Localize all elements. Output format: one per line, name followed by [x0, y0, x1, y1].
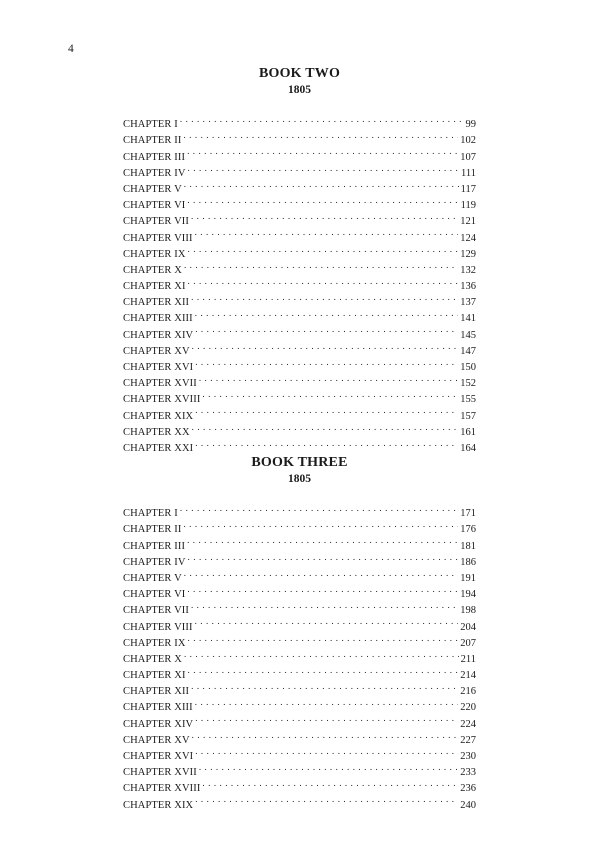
chapter-page-number: 99 — [465, 119, 476, 128]
chapter-page-number: 111 — [461, 167, 476, 176]
toc-entry — [123, 224, 476, 240]
dot-leader — [188, 662, 459, 678]
chapter-label: CHAPTER I — [123, 508, 178, 517]
toc-entry — [123, 419, 476, 435]
dot-leader — [202, 775, 458, 791]
dot-leader — [187, 192, 458, 208]
chapter-label: CHAPTER VII — [123, 605, 189, 614]
toc-entry — [123, 581, 476, 597]
dot-leader — [188, 160, 459, 176]
chapter-page-number: 198 — [460, 605, 476, 614]
chapter-page-number: 214 — [460, 670, 476, 679]
dot-leader — [187, 143, 458, 159]
chapter-label: CHAPTER V — [123, 183, 182, 192]
chapter-label: CHAPTER X — [123, 653, 182, 662]
dot-leader — [188, 241, 459, 257]
chapter-page-number: 191 — [460, 572, 476, 581]
chapter-label: CHAPTER XIX — [123, 799, 194, 808]
chapter-label: CHAPTER I — [123, 119, 178, 128]
chapter-label: CHAPTER II — [123, 135, 182, 144]
dot-leader — [195, 710, 458, 726]
book-two-section — [123, 66, 476, 451]
book-title: BOOK TWO — [258, 66, 341, 81]
chapter-label: CHAPTER X — [123, 264, 182, 273]
chapter-label: CHAPTER XVIII — [123, 783, 201, 792]
chapter-page-number: 211 — [460, 653, 476, 662]
chapter-list — [123, 111, 476, 451]
chapter-label: CHAPTER VI — [123, 200, 186, 209]
toc-entry — [123, 435, 476, 451]
toc-entry — [123, 289, 476, 305]
dot-leader — [183, 127, 458, 143]
chapter-page-number: 129 — [460, 248, 476, 257]
chapter-label: CHAPTER XII — [123, 686, 190, 695]
chapter-page-number: 204 — [460, 621, 476, 630]
toc-entry — [123, 775, 476, 791]
dot-leader — [188, 630, 459, 646]
toc-entry — [123, 127, 476, 143]
chapter-page-number: 147 — [460, 345, 476, 354]
toc-entry — [123, 305, 476, 321]
chapter-label: CHAPTER IV — [123, 556, 186, 565]
chapter-page-number: 240 — [460, 799, 476, 808]
toc-entry — [123, 759, 476, 775]
chapter-label: CHAPTER IX — [123, 637, 186, 646]
chapter-page-number: 233 — [460, 767, 476, 776]
chapter-page-number: 102 — [460, 135, 476, 144]
toc-entry — [123, 791, 476, 807]
chapter-label: CHAPTER XIX — [123, 410, 194, 419]
toc-entry — [123, 273, 476, 289]
chapter-label: CHAPTER VIII — [123, 621, 193, 630]
chapter-label: CHAPTER III — [123, 540, 186, 549]
book-year: 1805 — [288, 473, 311, 485]
dot-leader — [191, 208, 458, 224]
book-title: BOOK THREE — [251, 455, 348, 470]
chapter-page-number: 155 — [460, 394, 476, 403]
dot-leader — [195, 694, 459, 710]
chapter-page-number: 137 — [460, 297, 476, 306]
dot-leader — [202, 386, 458, 402]
chapter-page-number: 121 — [460, 216, 476, 225]
chapter-label: CHAPTER XXI — [123, 442, 194, 451]
toc-entry — [123, 111, 476, 127]
dot-leader — [191, 289, 458, 305]
chapter-label: CHAPTER XI — [123, 670, 186, 679]
chapter-page-number: 107 — [460, 151, 476, 160]
book-year: 1805 — [288, 84, 311, 96]
chapter-label: CHAPTER XVI — [123, 362, 194, 370]
toc-entry — [123, 630, 476, 646]
toc-entry — [123, 678, 476, 694]
chapter-list — [123, 500, 476, 808]
dot-leader — [195, 305, 459, 321]
toc-entry — [123, 516, 476, 532]
dot-leader — [192, 419, 459, 435]
toc-entry — [123, 143, 476, 159]
toc-entry — [123, 743, 476, 759]
chapter-page-number: 124 — [460, 232, 476, 241]
chapter-page-number: 150 — [460, 362, 476, 370]
toc-entry — [123, 727, 476, 743]
chapter-page-number: 181 — [460, 540, 476, 549]
chapter-page-number: 161 — [460, 426, 476, 435]
chapter-page-number: 224 — [460, 718, 476, 727]
toc-entry — [123, 646, 476, 662]
toc-entry — [123, 694, 476, 710]
dot-leader — [180, 500, 458, 516]
toc-entry — [123, 597, 476, 613]
chapter-page-number: 230 — [460, 751, 476, 759]
dot-leader — [195, 224, 459, 240]
chapter-page-number: 164 — [460, 442, 476, 451]
dot-leader — [192, 727, 459, 743]
toc-entry — [123, 500, 476, 516]
chapter-label: CHAPTER XII — [123, 297, 190, 306]
chapter-label: CHAPTER VII — [123, 216, 189, 225]
toc-entry — [123, 662, 476, 678]
dot-leader — [199, 370, 458, 386]
chapter-page-number: 152 — [460, 378, 476, 387]
chapter-label: CHAPTER XV — [123, 345, 190, 354]
page-number: 4 — [68, 43, 74, 55]
chapter-page-number: 216 — [460, 686, 476, 695]
toc-entry — [123, 160, 476, 176]
chapter-label: CHAPTER XVIII — [123, 394, 201, 403]
chapter-page-number: 136 — [460, 281, 476, 290]
dot-leader — [191, 678, 458, 694]
chapter-page-number: 236 — [460, 783, 476, 792]
chapter-page-number: 186 — [460, 556, 476, 565]
chapter-label: CHAPTER V — [123, 572, 182, 581]
dot-leader — [195, 321, 458, 337]
chapter-label: CHAPTER XIII — [123, 313, 193, 322]
chapter-label: CHAPTER VI — [123, 589, 186, 598]
chapter-page-number: 132 — [460, 264, 476, 273]
chapter-label: CHAPTER XI — [123, 281, 186, 290]
dot-leader — [199, 759, 458, 775]
chapter-page-number: 176 — [460, 524, 476, 533]
dot-leader — [183, 516, 458, 532]
chapter-label: CHAPTER XIII — [123, 702, 193, 711]
toc-entry — [123, 338, 476, 354]
toc-entry — [123, 565, 476, 581]
chapter-label: CHAPTER XX — [123, 426, 190, 435]
dot-leader — [184, 565, 458, 581]
chapter-label: CHAPTER XV — [123, 734, 190, 743]
chapter-page-number: 119 — [460, 200, 476, 209]
toc-entry — [123, 370, 476, 386]
chapter-page-number: 145 — [460, 329, 476, 338]
dot-leader — [191, 597, 458, 613]
chapter-page-number: 220 — [460, 702, 476, 711]
chapter-label: CHAPTER XVII — [123, 767, 197, 776]
dot-leader — [184, 646, 459, 662]
dot-leader — [195, 402, 458, 418]
toc-entry — [123, 321, 476, 337]
chapter-label: CHAPTER IX — [123, 248, 186, 257]
dot-leader — [195, 613, 459, 629]
dot-leader — [195, 743, 458, 759]
toc-entry — [123, 176, 476, 192]
dot-leader — [195, 354, 458, 370]
dot-leader — [195, 791, 458, 807]
toc-entry — [123, 710, 476, 726]
toc-entry — [123, 257, 476, 273]
chapter-page-number: 117 — [460, 183, 476, 192]
chapter-page-number: 157 — [460, 410, 476, 419]
chapter-label: CHAPTER VIII — [123, 232, 193, 241]
toc-entry — [123, 613, 476, 629]
toc-entry — [123, 208, 476, 224]
chapter-page-number: 194 — [460, 589, 476, 598]
dot-leader — [192, 338, 459, 354]
chapter-label: CHAPTER XIV — [123, 718, 194, 727]
chapter-label: CHAPTER XVII — [123, 378, 197, 387]
toc-entry — [123, 532, 476, 548]
toc-entry — [123, 241, 476, 257]
dot-leader — [187, 581, 458, 597]
dot-leader — [184, 176, 459, 192]
toc-entry — [123, 354, 476, 370]
chapter-label: CHAPTER XIV — [123, 329, 194, 338]
chapter-page-number: 171 — [460, 508, 476, 517]
toc-entry — [123, 549, 476, 565]
dot-leader — [187, 532, 458, 548]
chapter-label: CHAPTER II — [123, 524, 182, 533]
dot-leader — [195, 435, 458, 451]
chapter-label: CHAPTER IV — [123, 167, 186, 176]
toc-entry — [123, 402, 476, 418]
toc-entry — [123, 386, 476, 402]
dot-leader — [188, 549, 459, 565]
toc-entry — [123, 192, 476, 208]
dot-leader — [188, 273, 459, 289]
chapter-page-number: 207 — [460, 637, 476, 646]
book-three-section — [123, 455, 476, 808]
chapter-label: CHAPTER III — [123, 151, 186, 160]
chapter-label: CHAPTER XVI — [123, 751, 194, 759]
chapter-page-number: 227 — [460, 734, 476, 743]
chapter-page-number: 141 — [460, 313, 476, 322]
dot-leader — [184, 257, 458, 273]
dot-leader — [180, 111, 464, 127]
